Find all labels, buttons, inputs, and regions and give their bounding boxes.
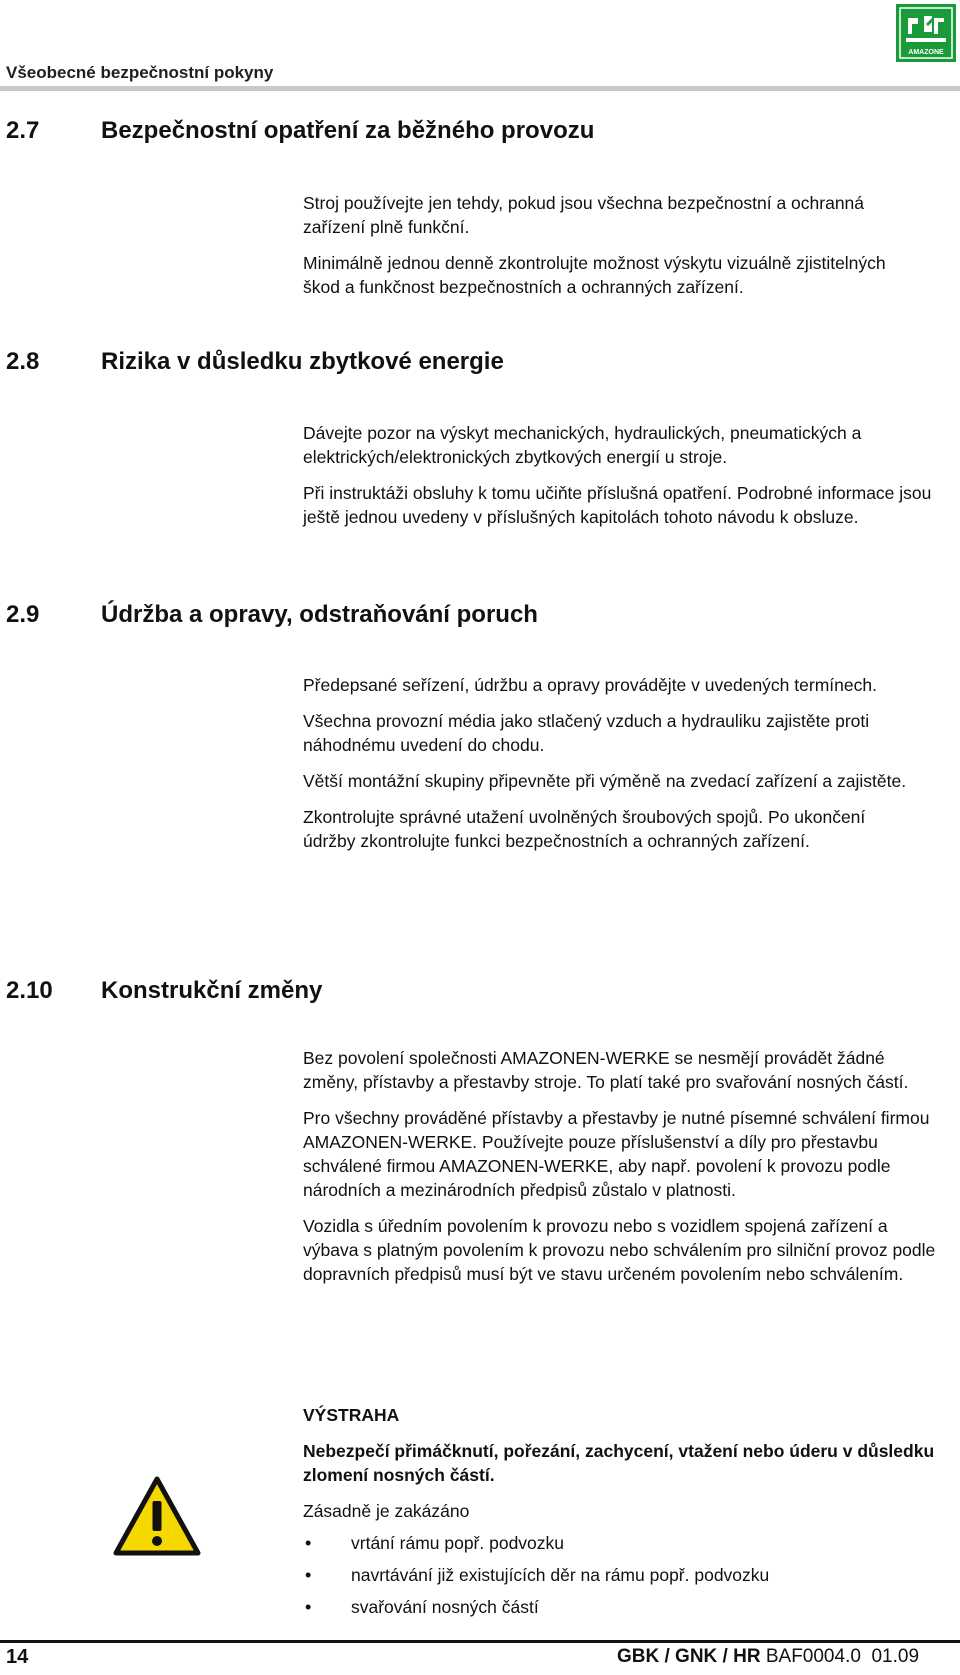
section-title: Údržba a opravy, odstraňování poruch [101,601,538,628]
section-number: 2.8 [6,348,40,375]
page-number: 14 [6,1646,29,1668]
section-body [303,421,943,541]
warning-block [303,1403,943,1627]
warning-heading: VÝSTRAHA [303,1405,400,1425]
section-title: Bezpečnostní opatření za běžného provozu [101,117,595,144]
bullet-icon: • [305,1533,312,1553]
footer-doc-code: BAF0004.0 01.09 [765,1646,920,1667]
section-body [303,191,903,311]
list-item: • vrtání rámu popř. podvozku [305,1533,565,1553]
section-body [303,1046,938,1298]
svg-text:AMAZONE: AMAZONE [908,49,944,56]
section-number: 2.10 [6,977,53,1004]
section-title: Rizika v důsledku zbytkové energie [101,348,504,375]
amazone-logo [896,4,956,62]
paragraph: Vozidla s úředním povolením k provozu nebo s vozidlem spojená zařízení a výbava s platným povolením k provozu nebo schválením pro silniční provoz podle dopravních předpisů musí být ve stavu určeném povolením nebo schválením. [303,1216,936,1284]
paragraph: Pro všechny prováděné přístavby a přestavby je nutné písemné schválení firmou AMAZONEN-WERKE. Používejte pouze příslušenství a díly pro přestavbu schválené firmou AMAZONEN-WERKE, aby např. povolení k provozu podle národních a mezinárodních předpisů zůstalo v platnosti. [303,1108,930,1200]
bullet-icon: • [305,1565,312,1585]
header-divider [0,86,960,91]
section-title: Konstrukční změny [101,977,323,1004]
running-header: Všeobecné bezpečnostní pokyny [6,63,274,82]
footer-langs: GBK / GNK / HR [617,1646,761,1667]
paragraph: Minimálně jednou denně zkontrolujte možnost výskytu vizuálně zjistitelných škod a funkčnost bezpečnostních a ochranných zařízení. [303,253,886,297]
list-item: • navrtávání již existujících děr na rámu popř. podvozku [305,1565,770,1585]
warning-intro: Zásadně je zakázáno [303,1501,470,1521]
paragraph: Stroj používejte jen tehdy, pokud jsou všechna bezpečnostní a ochranná zařízení plně funkční. [303,193,865,237]
paragraph: Dávejte pozor na výskyt mechanických, hydraulických, pneumatických a elektrických/elektronických zbytkových energií u stroje. [303,423,862,467]
bullet-icon: • [305,1597,312,1617]
paragraph: Větší montážní skupiny připevněte při výměně na zvedací zařízení a zajistěte. [303,771,907,791]
paragraph: Při instruktáži obsluhy k tomu učiňte příslušná opatření. Podrobné informace jsou ještě jednou uvedeny v příslušných kapitolách tohoto návodu k obsluze. [303,483,932,527]
logo-icon [896,4,956,62]
section-number: 2.9 [6,601,40,628]
list-item: • svařování nosných částí [305,1597,539,1617]
footer-doc-info [617,1646,919,1668]
footer-divider [0,1640,960,1643]
paragraph: Všechna provozní média jako stlačený vzduch a hydrauliku zajistěte proti náhodnému uvedení do chodu. [303,711,870,755]
paragraph: Zkontrolujte správné utažení uvolněných šroubových spojů. Po ukončení údržby zkontrolujte funkci bezpečnostních a ochranných zařízení. [303,807,866,851]
paragraph: Bez povolení společnosti AMAZONEN-WERKE se nesmějí provádět žádné změny, přístavby a přestavby stroje. To platí také pro svařování nosných částí. [303,1048,909,1092]
section-body [303,673,913,865]
warning-list [303,1531,943,1619]
paragraph: Předepsané seřízení, údržbu a opravy provádějte v uvedených termínech. [303,675,877,695]
warning-triangle-icon [112,1475,202,1557]
section-number: 2.7 [6,117,40,144]
warning-bold-text: Nebezpečí přimáčknutí, pořezání, zachycení, vtažení nebo úderu v důsledku zlomení nosných částí. [303,1441,935,1485]
